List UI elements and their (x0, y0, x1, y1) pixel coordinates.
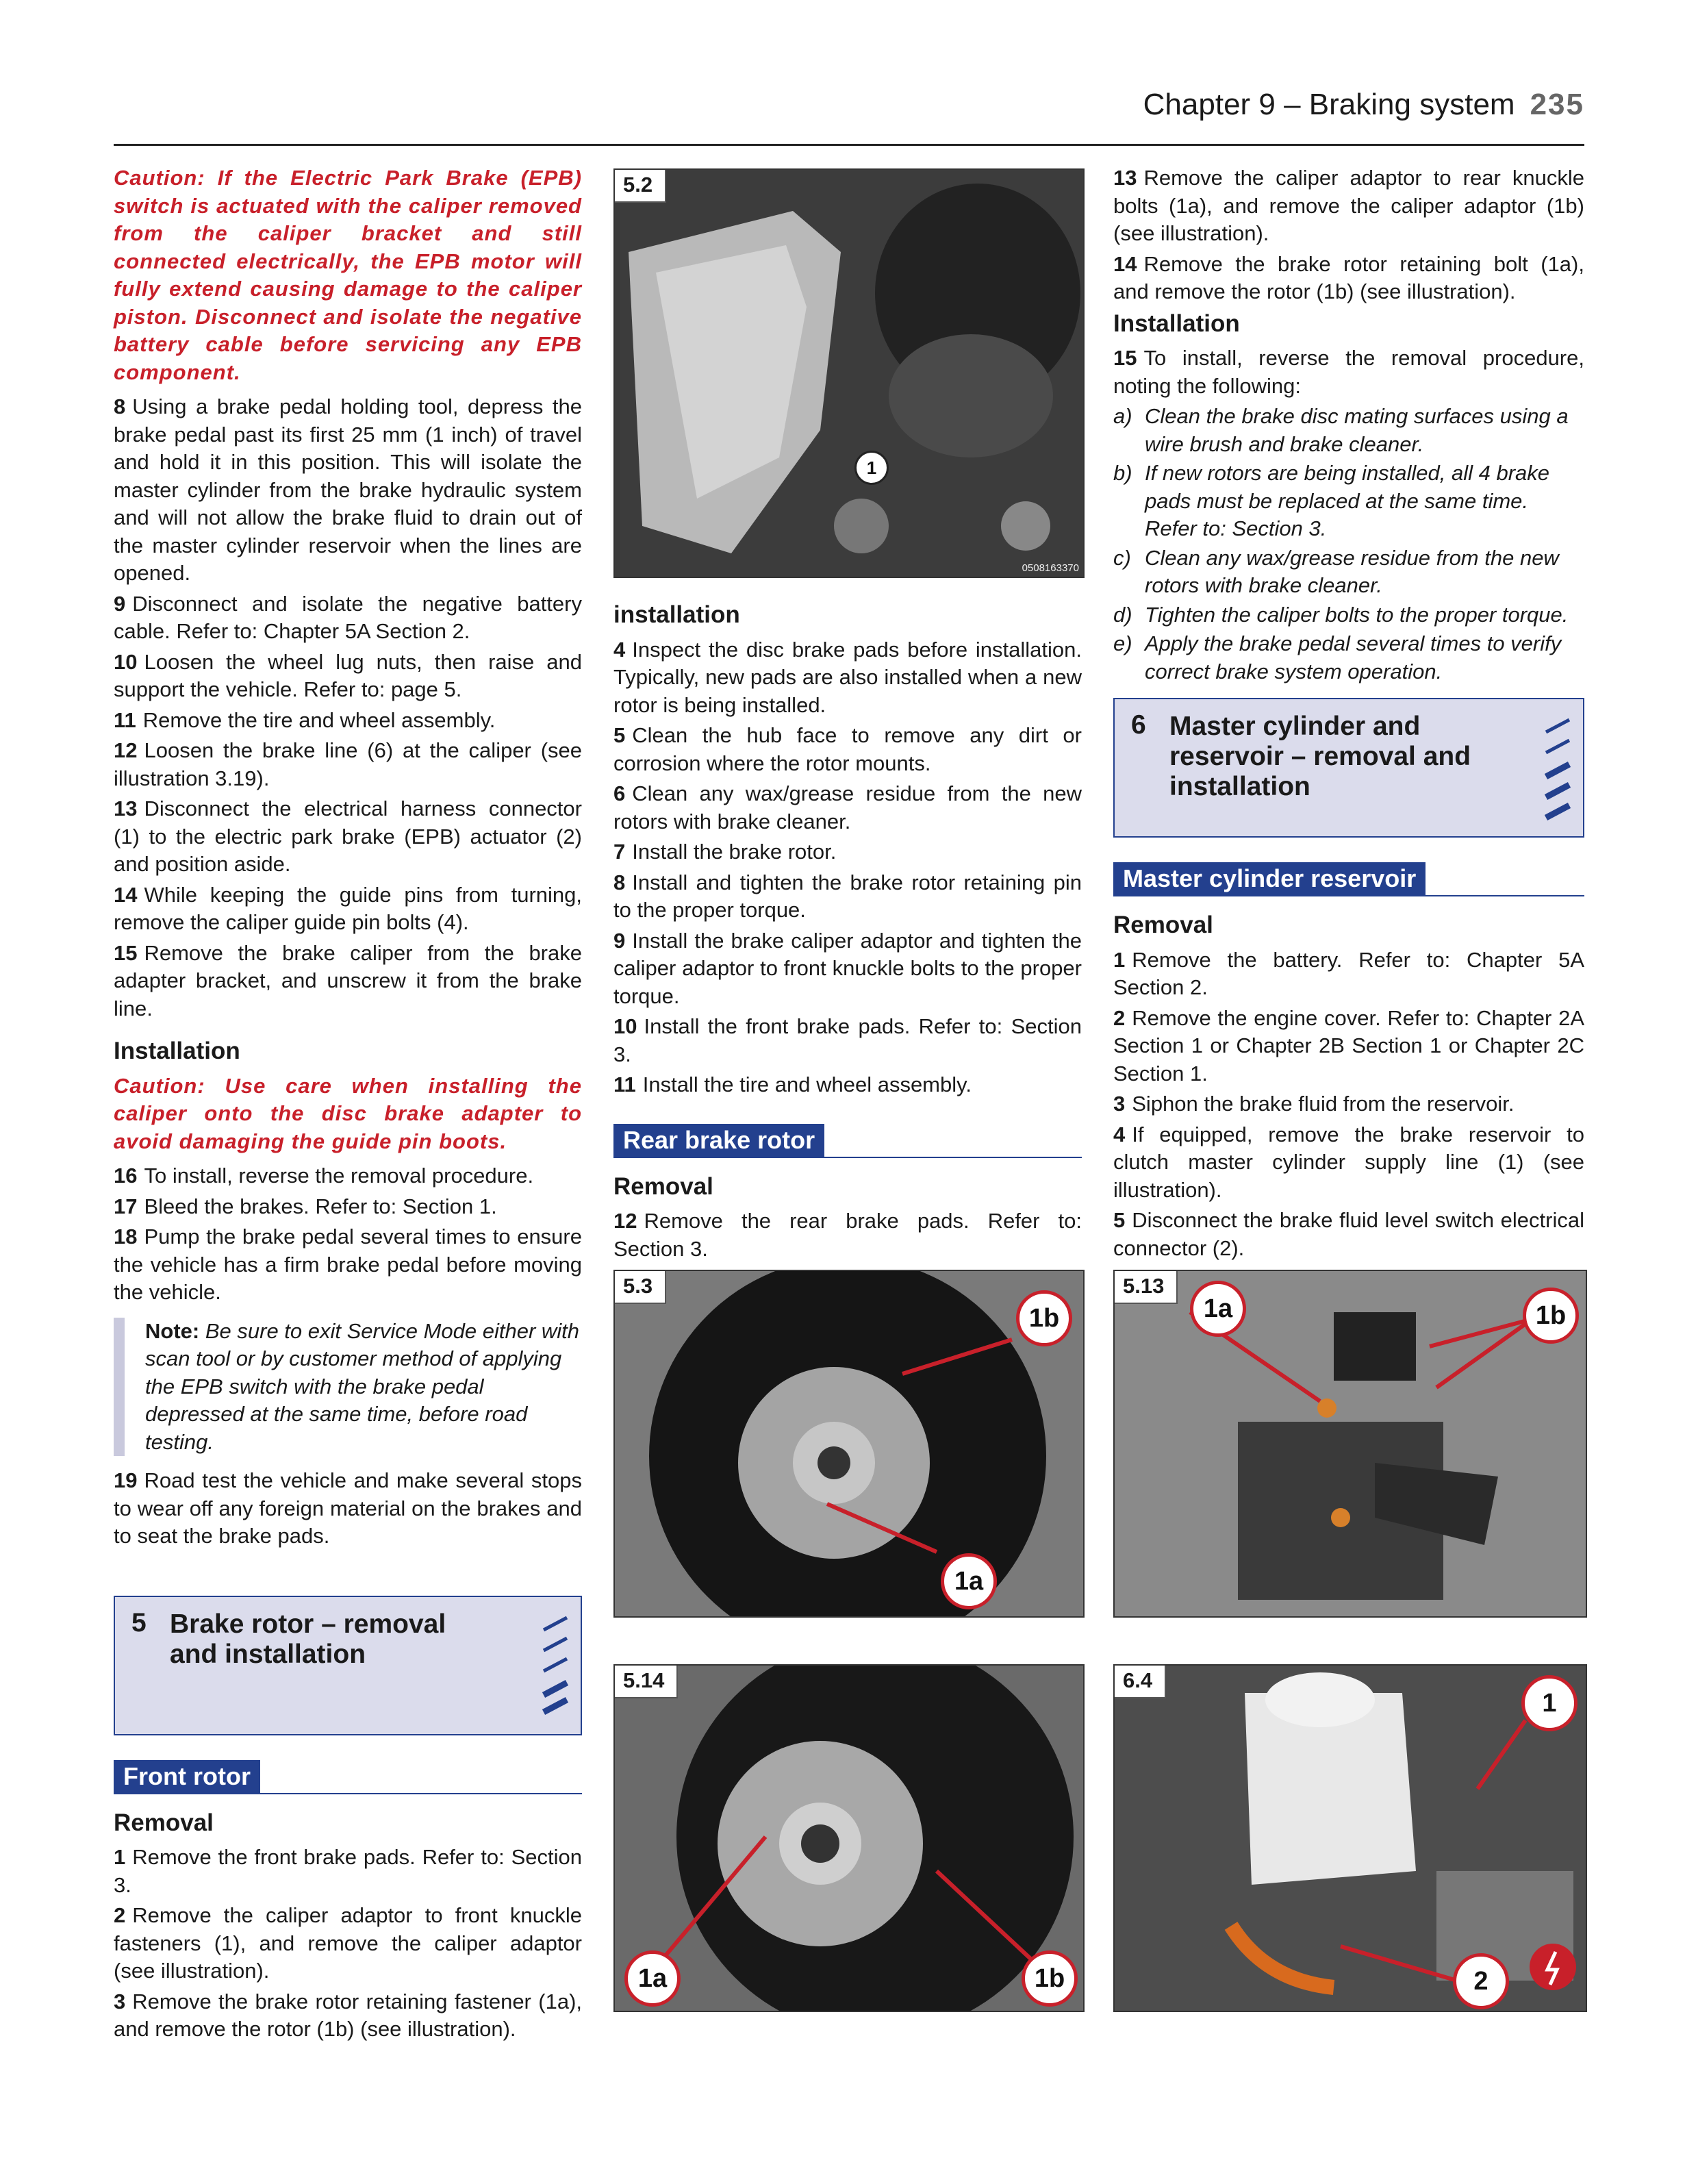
callout-1a: 1a (1190, 1281, 1246, 1337)
step-item (114, 1162, 582, 1190)
banner-label: Front rotor (114, 1760, 260, 1793)
master-cylinder-banner (1113, 862, 1584, 896)
photo-tag: 5.13 (1115, 1271, 1178, 1304)
step-number: 9 (114, 591, 126, 616)
step-item (1113, 1090, 1584, 1118)
alpha-text: Clean the brake disc mating surfaces using a wire brush and brake cleaner. (1145, 404, 1569, 456)
step-number: 17 (114, 1194, 138, 1218)
step-item (1113, 344, 1584, 400)
photo-tag: 6.4 (1115, 1666, 1166, 1698)
callout-1a: 1a (624, 1950, 681, 2007)
note-box (114, 1318, 582, 1457)
step-number: 4 (1113, 1122, 1126, 1146)
section-number: 6 (1131, 710, 1146, 740)
section-number: 5 (131, 1607, 147, 1637)
alpha-item (1113, 544, 1584, 600)
banner-label: Master cylinder reservoir (1113, 862, 1425, 895)
step-item (1113, 251, 1584, 306)
step-text: Remove the rear brake pads. Refer to: Section 3. (613, 1209, 1082, 1261)
step-number: 15 (114, 940, 138, 965)
step-text: Bleed the brakes. Refer to: Section 1. (144, 1194, 497, 1218)
step-item (114, 1988, 582, 2044)
steps-list (114, 393, 582, 1022)
alpha-key: d) (1113, 602, 1132, 627)
photo-5-14 (613, 1664, 1085, 2012)
step-item (613, 1013, 1082, 1068)
alpha-key: c) (1113, 545, 1131, 570)
photo-code: 0508163370 (1022, 562, 1079, 574)
step-text: Remove the brake rotor retaining bolt (1a), and remove the rotor (1b) (see illustration). (1113, 251, 1584, 303)
step-text: Install the brake rotor. (632, 840, 837, 864)
step-item (613, 722, 1082, 777)
step-item (114, 707, 582, 735)
step-number: 12 (613, 1209, 637, 1233)
step-number: 14 (1113, 251, 1137, 276)
photo-5-2 (613, 168, 1085, 578)
step-item (613, 927, 1082, 1011)
callout-1b: 1b (1022, 1950, 1078, 2007)
page-header (114, 82, 1584, 146)
step-item (114, 1223, 582, 1307)
caution-epb: Caution: If the Electric Park Brake (EPB) switch is actuated with the caliper removed from the caliper bracket and still connected electrically, the EPB motor will fully extend causing damage to the caliper piston. Disconnect and isolate the negative battery cable before servicing any EPB component. (114, 166, 582, 384)
alpha-item (1113, 630, 1584, 686)
step-text: Road test the vehicle and make several stops to wear off any foreign material on the brakes and to seat the brake pads. (114, 1468, 582, 1548)
step-number: 19 (114, 1468, 138, 1492)
step-number: 3 (114, 1989, 126, 2013)
step-item (114, 393, 582, 588)
step-text: Remove the battery. Refer to: Chapter 5A Section 2. (1113, 947, 1584, 999)
step-text: Remove the front brake pads. Refer to: Section 3. (114, 1845, 582, 1897)
installation-heading: Installation (114, 1038, 240, 1064)
step-item (613, 636, 1082, 720)
step-item (613, 1071, 1082, 1099)
step-number: 13 (114, 796, 138, 820)
step-text: Install the front brake pads. Refer to: Section 3. (613, 1014, 1082, 1066)
step-text: Disconnect and isolate the negative battery cable. Refer to: Chapter 5A Section 2. (114, 591, 582, 643)
alpha-text: Clean any wax/grease residue from the new rotors with brake cleaner. (1145, 545, 1559, 597)
alpha-key: e) (1113, 631, 1132, 655)
chapter-title: Chapter 9 – Braking system (1143, 88, 1515, 121)
step-number: 8 (613, 870, 626, 894)
step-item (114, 881, 582, 937)
step-item (613, 780, 1082, 836)
column-right (1113, 164, 1584, 1265)
difficulty-wrench-icon (1539, 712, 1576, 828)
rear-rotor-banner (613, 1124, 1082, 1158)
section-title: Brake rotor – removal and installation (170, 1609, 446, 1669)
callout-1b: 1b (1523, 1288, 1579, 1344)
step-number: 13 (1113, 166, 1137, 190)
photo-tag: 5.14 (615, 1666, 678, 1698)
photo-rotor-removal-graphic (615, 1666, 1083, 2011)
step-number: 11 (613, 1072, 636, 1096)
alpha-item (1113, 601, 1584, 629)
step-text: To install, reverse the removal procedure, noting the following: (1113, 346, 1584, 398)
photo-5-3 (613, 1270, 1085, 1618)
steps-list (114, 1467, 582, 1551)
step-item (1113, 1121, 1584, 1205)
step-text: Remove the caliper adaptor to front knuckle fasteners (1), and remove the caliper adaptor (see illustration). (114, 1903, 582, 1983)
photo-reservoir-graphic (1115, 1666, 1586, 2011)
step-text: Install the brake caliper adaptor and tighten the caliper adaptor to front knuckle bolts to the proper torque. (613, 928, 1082, 1008)
steps-list (114, 1844, 582, 2044)
removal-heading: Removal (114, 1809, 214, 1836)
step-number: 12 (114, 738, 138, 762)
step-text: Disconnect the electrical harness connector (1) to the electric park brake (EPB) actuator (2) and position aside. (114, 796, 582, 876)
step-number: 5 (1113, 1208, 1126, 1232)
alpha-text: If new rotors are being installed, all 4 brake pads must be replaced at the same time. Refer to: Section 3. (1145, 461, 1550, 540)
steps-list (613, 636, 1082, 1099)
callout-1: 1 (1521, 1675, 1577, 1731)
callout-1b: 1b (1016, 1290, 1072, 1346)
step-number: 18 (114, 1225, 138, 1248)
step-item (114, 737, 582, 792)
running-head (1143, 88, 1584, 122)
step-number: 14 (114, 882, 138, 907)
step-item (1113, 164, 1584, 248)
section-6-box (1113, 698, 1584, 838)
step-item (613, 869, 1082, 925)
alpha-list (1113, 403, 1584, 686)
banner-label: Rear brake rotor (613, 1124, 824, 1157)
step-item (114, 1193, 582, 1221)
step-number: 6 (613, 781, 626, 805)
step-text: Remove the caliper adaptor to rear knuckle bolts (1a), and remove the caliper adaptor (1b) (see illustration). (1113, 166, 1584, 245)
step-text: Using a brake pedal holding tool, depress the brake pedal past its first 25 mm (1 inch) of travel and hold it in this position. This will isolate the master cylinder from the brake hydraulic system and will not allow the brake fluid to drain out of the master cylinder reservoir when the lines are opened. (114, 394, 582, 585)
photo-6-4 (1113, 1664, 1587, 2012)
alpha-text: Apply the brake pedal several times to verify correct brake system operation. (1145, 631, 1562, 683)
step-text: If equipped, remove the brake reservoir to clutch master cylinder supply line (1) (see illustration). (1113, 1122, 1584, 1202)
step-number: 2 (114, 1903, 126, 1927)
removal-heading: Removal (1113, 912, 1213, 938)
step-number: 4 (613, 637, 626, 662)
alpha-text: Tighten the caliper bolts to the proper torque. (1145, 602, 1569, 627)
step-text: Pump the brake pedal several times to ensure the vehicle has a firm brake pedal before moving the vehicle. (114, 1225, 582, 1304)
step-number: 7 (613, 840, 626, 864)
column-middle (613, 601, 1082, 1266)
step-text: Disconnect the brake fluid level switch electrical connector (2). (1113, 1208, 1584, 1260)
alpha-item (1113, 403, 1584, 458)
photo-caliper-graphic (615, 170, 1083, 577)
step-text: Siphon the brake fluid from the reservoir. (1132, 1092, 1515, 1116)
step-number: 15 (1113, 346, 1137, 370)
step-number: 3 (1113, 1092, 1126, 1116)
installation-heading: Installation (1113, 310, 1240, 337)
step-item (1113, 946, 1584, 1002)
step-number: 10 (114, 649, 138, 674)
step-number: 9 (613, 928, 626, 953)
step-text: Inspect the disc brake pads before installation. Typically, new pads are also installed when a new rotor is being installed. (613, 637, 1082, 717)
photo-adaptor-graphic (1115, 1271, 1586, 1616)
callout-1a: 1a (941, 1553, 997, 1609)
steps-list (1113, 344, 1584, 400)
step-item (114, 1467, 582, 1551)
callout-2: 2 (1453, 1953, 1509, 2009)
steps-list (1113, 164, 1584, 306)
page-number: 235 (1530, 88, 1584, 121)
photo-tag: 5.2 (615, 170, 666, 203)
step-text: Remove the engine cover. Refer to: Chapter 2A Section 1 or Chapter 2B Section 1 or Chapter 2C Section 1. (1113, 1005, 1584, 1085)
alpha-item (1113, 460, 1584, 543)
step-number: 8 (114, 394, 126, 418)
step-number: 16 (114, 1164, 138, 1188)
step-item (114, 649, 582, 704)
section-5-box (114, 1596, 582, 1735)
step-number: 1 (1113, 947, 1126, 972)
step-item (114, 1902, 582, 1985)
step-item (613, 838, 1082, 866)
step-text: Loosen the brake line (6) at the caliper (see illustration 3.19). (114, 738, 582, 790)
column-left (114, 164, 582, 2046)
front-rotor-banner (114, 1760, 582, 1794)
section-title: Master cylinder and reservoir – removal and installation (1169, 712, 1471, 801)
steps-list (613, 1207, 1082, 1263)
alpha-key: a) (1113, 404, 1132, 428)
removal-heading: Removal (613, 1172, 713, 1200)
step-text: While keeping the guide pins from turning, remove the caliper guide pin bolts (4). (114, 882, 582, 934)
step-text: To install, reverse the removal procedure. (144, 1164, 534, 1188)
installation-heading: installation (613, 601, 740, 628)
step-text: Remove the brake rotor retaining fastener (1a), and remove the rotor (1b) (see illustration). (114, 1989, 582, 2041)
step-item (114, 1844, 582, 1899)
step-text: Remove the brake caliper from the brake adapter bracket, and unscrew it from the brake line. (114, 940, 582, 1020)
step-number: 2 (1113, 1005, 1126, 1030)
note-text: Be sure to exit Service Mode either with scan tool or by customer method of applying the EPB switch with the brake pedal depressed at the same time, before road testing. (145, 1318, 580, 1454)
step-text: Install and tighten the brake rotor retaining pin to the proper torque. (613, 870, 1082, 922)
step-item (613, 1207, 1082, 1263)
step-text: Clean the hub face to remove any dirt or corrosion where the rotor mounts. (613, 723, 1082, 775)
step-text: Loosen the wheel lug nuts, then raise and support the vehicle. Refer to: page 5. (114, 649, 582, 701)
callout-1: 1 (854, 451, 889, 485)
step-item (114, 795, 582, 879)
step-text: Remove the tire and wheel assembly. (142, 707, 496, 732)
photo-tag: 5.3 (615, 1271, 666, 1304)
step-item (114, 590, 582, 646)
step-item (1113, 1207, 1584, 1262)
steps-list (1113, 946, 1584, 1263)
difficulty-wrench-icon (537, 1609, 574, 1726)
alpha-key: b) (1113, 461, 1132, 485)
note-label: Note: (145, 1318, 200, 1343)
step-text: Install the tire and wheel assembly. (642, 1072, 972, 1096)
step-number: 10 (613, 1014, 637, 1038)
steps-list (114, 1162, 582, 1307)
step-number: 11 (114, 707, 136, 732)
step-item (1113, 1005, 1584, 1088)
caution-guide-pin: Caution: Use care when installing the caliper onto the disc brake adapter to avoid damaging the guide pin boots. (114, 1073, 582, 1153)
step-text: Clean any wax/grease residue from the new rotors with brake cleaner. (613, 781, 1082, 833)
photo-5-13 (1113, 1270, 1587, 1618)
photo-rear-rotor-graphic (615, 1271, 1083, 1616)
step-number: 5 (613, 723, 626, 747)
step-item (114, 940, 582, 1023)
step-number: 1 (114, 1845, 126, 1869)
